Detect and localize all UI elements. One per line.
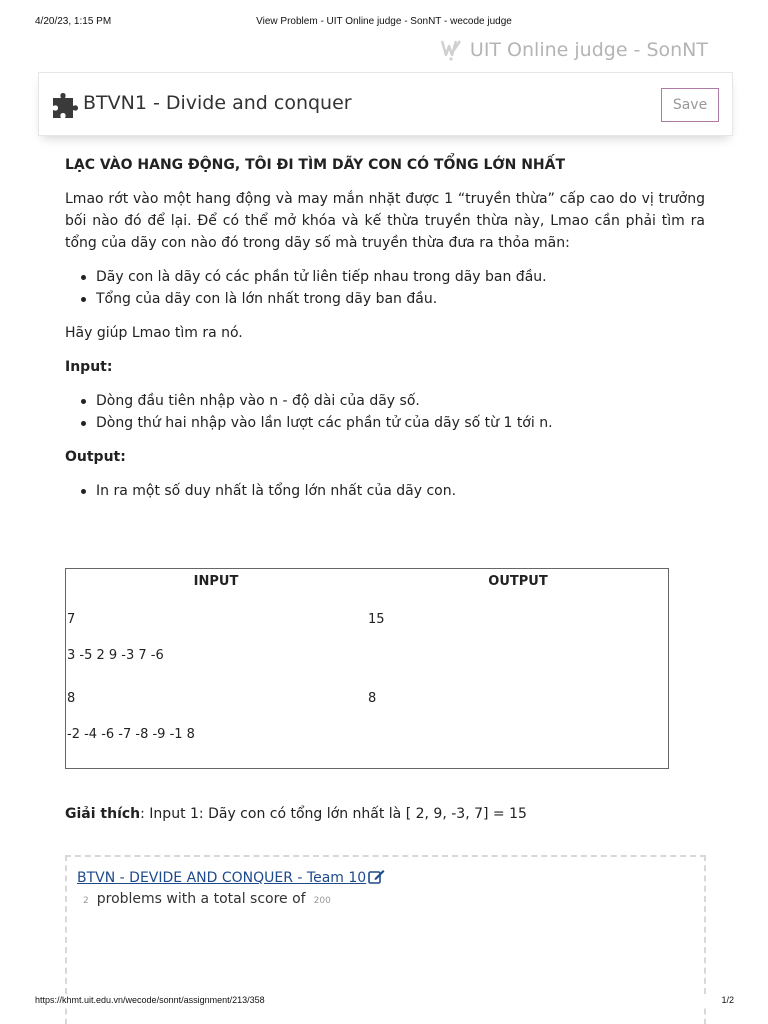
sample-2-input-array: -2 -4 -6 -7 -8 -9 -1 8 <box>67 727 195 742</box>
print-date: 4/20/23, 1:15 PM <box>35 16 112 27</box>
output-list <box>96 480 705 502</box>
statement-help: Hãy giúp Lmao tìm ra nó. <box>65 325 243 341</box>
print-footer <box>0 994 768 1008</box>
statement-heading: LẠC VÀO HANG ĐỘNG, TÔI ĐI TÌM DÃY CON CÓ TỔNG LỚN NHẤT <box>65 157 566 173</box>
list-item: In ra một số duy nhất là tổng lớn nhất của dãy con. <box>96 480 705 502</box>
summary-text: problems with a total score of <box>96 891 306 907</box>
print-url: https://khmt.uit.edu.vn/wecode/sonnt/assignment/213/358 <box>35 995 265 1005</box>
statement-intro: Lmao rớt vào một hang động và may mắn nhặt được 1 “truyền thừa” cấp cao do vị trưởng bối nào đó để lại. Để có thể mở khóa và kế thừa truyền thừa này, Lmao cần phải tìm ra tổng của dãy con nào đó trong dãy số mà truyền thừa đưa ra thỏa mãn: <box>65 191 705 251</box>
problem-header-card <box>38 72 733 136</box>
input-column-header: INPUT <box>193 574 239 589</box>
explanation-label: Giải thích <box>65 806 141 822</box>
save-button[interactable]: Save <box>661 88 719 122</box>
print-page-number: 1/2 <box>721 995 734 1005</box>
site-brand[interactable] <box>440 38 708 62</box>
sample-1-input-array: 3 -5 2 9 -3 7 -6 <box>67 648 164 663</box>
explanation-text: : Input 1: Dãy con có tổng lớn nhất là [ 2, 9, -3, 7] = 15 <box>140 806 527 822</box>
list-item: Tổng của dãy con là lớn nhất trong dãy ban đầu. <box>96 288 705 310</box>
output-label: Output: <box>65 449 126 465</box>
explanation <box>65 806 527 822</box>
assignment-summary <box>83 891 331 907</box>
list-item: Dòng thứ hai nhập vào lần lượt các phần tử của dãy số từ 1 tới n. <box>96 412 705 434</box>
print-page-title: View Problem - UIT Online judge - SonNT - wecode judge <box>256 16 512 27</box>
input-list <box>96 390 705 434</box>
problem-count: 2 <box>83 896 89 906</box>
input-label: Input: <box>65 359 113 375</box>
total-score: 200 <box>313 896 331 906</box>
list-item: Dãy con là dãy có các phần tử liên tiếp nhau trong dãy ban đầu. <box>96 266 705 288</box>
sample-1-input-n: 7 <box>67 612 76 627</box>
puzzle-piece-icon <box>51 90 83 120</box>
problem-title: BTVN1 - Divide and conquer <box>83 92 352 114</box>
sample-2-output: 8 <box>368 691 377 706</box>
problem-statement <box>65 154 705 514</box>
assignment-link[interactable] <box>77 869 385 886</box>
edit-icon[interactable] <box>368 869 385 884</box>
sample-1-output: 15 <box>368 612 385 627</box>
list-item: Dòng đầu tiên nhập vào n - độ dài của dãy số. <box>96 390 705 412</box>
wecode-logo-icon <box>440 38 462 62</box>
sample-2-input-n: 8 <box>67 691 76 706</box>
output-column-header: OUTPUT <box>488 574 548 589</box>
print-header <box>0 16 768 30</box>
site-name: UIT Online judge - SonNT <box>469 39 708 61</box>
sample-io-table <box>65 568 669 769</box>
assignment-link-text: BTVN - DEVIDE AND CONQUER - Team 10 <box>77 870 367 886</box>
conditions-list <box>96 266 705 310</box>
